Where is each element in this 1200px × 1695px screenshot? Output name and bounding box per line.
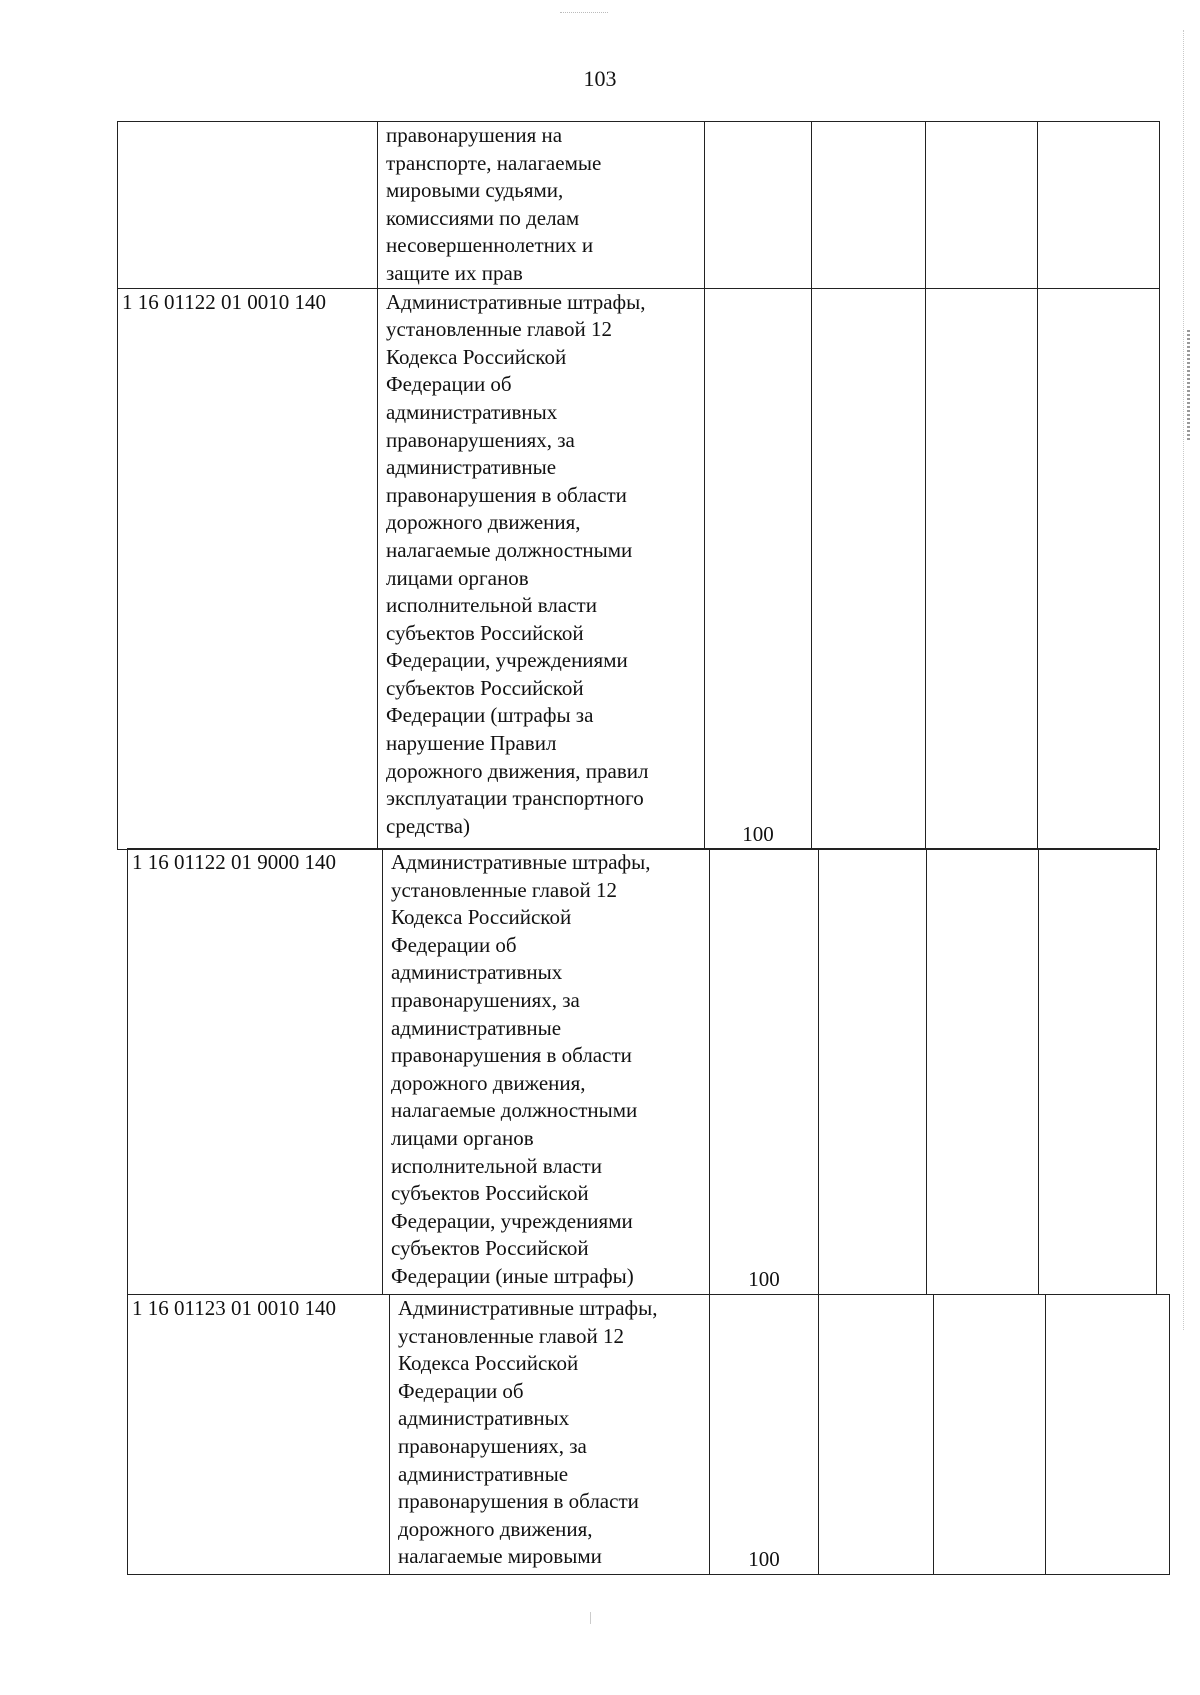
empty-cell — [812, 288, 926, 849]
code-cell — [118, 122, 378, 289]
table-row — [128, 849, 1157, 1295]
scan-artifact-top — [560, 12, 608, 15]
name-cell: Административные штрафы, установленные главой 12 Кодекса Российской Федерации об административных правонарушениях, за административные правонарушения в области дорожного движения, налагаемые должностными лицами органов исполнительной власти субъектов Российской Федерации, учреждениями субъектов Российской Федерации (иные штрафы) — [383, 849, 710, 1295]
code-cell: 1 16 01123 01 0010 140 — [128, 1295, 390, 1575]
empty-cell — [927, 849, 1039, 1295]
empty-cell — [926, 122, 1038, 289]
empty-cell — [819, 1295, 934, 1575]
value-cell: 100 — [705, 288, 812, 849]
revenue-table-segment-3 — [127, 1294, 1170, 1575]
scan-artifact-bottom — [590, 1612, 591, 1624]
name-cell: Административные штрафы, установленные главой 12 Кодекса Российской Федерации об административных правонарушениях, за административные правонарушения в области дорожного движения, налагаемые мировыми — [390, 1295, 710, 1575]
value-cell — [705, 122, 812, 289]
empty-cell — [1046, 1295, 1170, 1575]
scan-artifact-right-edge — [1183, 30, 1194, 1330]
revenue-table-segment-2 — [127, 848, 1157, 1295]
table-row — [128, 1295, 1170, 1575]
empty-cell — [926, 288, 1038, 849]
page-number: 103 — [583, 66, 617, 91]
empty-cell — [934, 1295, 1046, 1575]
code-cell: 1 16 01122 01 0010 140 — [118, 288, 378, 849]
value-cell: 100 — [710, 1295, 819, 1575]
empty-cell — [1038, 122, 1160, 289]
value-cell: 100 — [710, 849, 819, 1295]
table-row — [118, 288, 1160, 849]
empty-cell — [1038, 288, 1160, 849]
empty-cell — [819, 849, 927, 1295]
revenue-table-segment-1 — [117, 121, 1160, 850]
name-cell: Административные штрафы, установленные главой 12 Кодекса Российской Федерации об административных правонарушениях, за административные правонарушения в области дорожного движения, налагаемые должностными лицами органов исполнительной власти субъектов Российской Федерации, учреждениями субъектов Российской Федерации (штрафы за нарушение Правил дорожного движения, правил эксплуатации транспортного средства) — [378, 288, 705, 849]
code-cell: 1 16 01122 01 9000 140 — [128, 849, 383, 1295]
name-cell: правонарушения на транспорте, налагаемые мировыми судьями, комиссиями по делам несовершеннолетних и защите их прав — [378, 122, 705, 289]
empty-cell — [1039, 849, 1157, 1295]
empty-cell — [812, 122, 926, 289]
table-row — [118, 122, 1160, 289]
